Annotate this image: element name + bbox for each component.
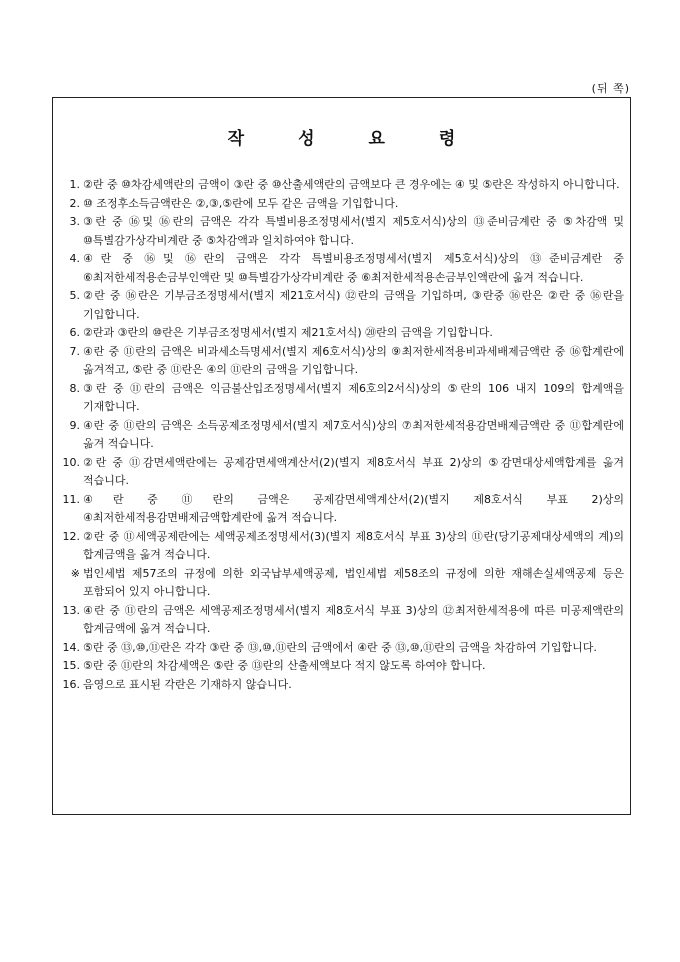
instruction-item [62,602,624,639]
item-number: 4. [69,252,80,265]
instruction-item [62,491,624,528]
item-text: ④란 중 ⑪란의 금액은 비과세소득명세서(별지 제6호서식)상의 ⑨최저한세적용비과세배제금액란 중 ⑯합계란에 옮겨적고, ⑤란 중 ⑪란은 ④의 ⑪란의 금액을 기입합니다. [83,344,624,376]
item-number: 12. [62,529,80,543]
item-text: ②란과 ③란의 ⑩란은 기부금조정명세서(별지 제21호서식) ⑳란의 금액을 기입합니다. [83,326,493,339]
note-text: 법인세법 제57조의 규정에 의한 외국납부세액공제, 법인세법 제58조의 규정에 의한 재해손실세액공제 등은 포함되어 있지 아니합니다. [83,566,624,598]
item-number: 11. [62,492,80,506]
instruction-item [62,176,624,195]
item-number: 5. [69,289,80,302]
instruction-item [62,639,624,658]
section-title: 작성요령 [227,129,510,149]
item-number: 2. [69,196,80,210]
item-text: ⑤란 중 ⑪란의 차감세액은 ⑤란 중 ⑬란의 산출세액보다 적지 않도록 하여야 합니다. [83,659,486,672]
item-text: ②란 중 ⑯란은 기부금조정명세서(별지 제21호서식) ⑫란의 금액을 기입하며, ③란중 ⑯란은 ②란 중 ⑯란을 기입합니다. [83,289,624,321]
item-text: ④란 중 ⑪란의 금액은 소득공제조정명세서(별지 제7호서식)상의 ⑦최저한세적용감면배제금액란 중 ⑪합계란에 옮겨 적습니다. [83,418,624,450]
item-number: 16. [62,677,80,691]
item-number: 15. [62,659,80,672]
instruction-item [62,417,624,454]
item-text: ④란 중 ⑪란의 금액은 세액공제조정명세서(별지 제8호서식 부표 3)상의 ⑫최저한세적용에 따른 미공제액란의 합계금액에 옮겨 적습니다. [83,603,624,635]
item-number: 13. [62,603,80,617]
item-number: 9. [69,418,80,432]
note-mark: ※ [70,566,80,580]
item-text: ③란 중 ⑪란의 금액은 익금불산입조정명세서(별지 제6호의2서식)상의 ⑤란의 106 내지 109의 합계액을 기재합니다. [83,381,624,413]
instruction-item [62,454,624,491]
instruction-item [62,287,624,324]
instruction-item [62,324,624,343]
item-text: ④란 중 ⑯및 ⑯란의 금액은 각각 특별비용조정명세서(별지 제5호서식)상의 ⑬준비금계란 중 ⑥최저한세적용손금부인액란 및 ⑩특별감가상각비계란 중 ⑥최저한세적용손금부인액란에 옮겨 적습니다. [83,252,624,284]
item-text: ⑩ 조정후소득금액란은 ②,③,⑤란에 모두 같은 금액을 기입합니다. [83,196,399,210]
item-text: ⑤란 중 ⑬,⑩,⑪란은 각각 ③란 중 ⑬,⑩,⑪란의 금액에서 ④란 중 ⑬,⑩,⑪란의 금액을 차감하여 기입합니다. [83,640,597,654]
instruction-item [62,380,624,417]
instruction-item [62,195,624,214]
item-text: ②란 중 ⑪감면세액란에는 공제감면세액계산서(2)(별지 제8호서식 부표 2)상의 ⑤감면대상세액합계를 옮겨 적습니다. [83,455,624,487]
instruction-list [62,176,624,694]
instruction-item [62,213,624,250]
item-number: 14. [62,640,80,654]
instruction-item [62,676,624,695]
item-text: 음영으로 표시된 각란은 기재하지 않습니다. [83,677,292,691]
instruction-item [62,250,624,287]
item-number: 7. [69,344,80,358]
item-number: 8. [69,381,80,395]
item-text: ②란 중 ⑩차감세액란의 금액이 ③란 중 ⑩산출세액란의 금액보다 큰 경우에는 ④ 및 ⑤란은 작성하지 아니합니다. [83,178,620,191]
page-side-note: (뒤 쪽) [591,82,630,95]
item-text: ③란 중 ⑯및 ⑯란의 금액은 각각 특별비용조정명세서(별지 제5호서식)상의 ⑬준비금계란 중 ⑤차감액 및 ⑩특별감가상각비계란 중 ⑤차감액과 일치하여야 합니다. [83,215,624,247]
instruction-item [62,657,624,676]
item-number: 1. [69,178,80,191]
item-number: 10. [62,455,80,469]
instruction-item [62,343,624,380]
item-number: 3. [69,215,80,228]
item-text: ②란 중 ⑪세액공제란에는 세액공제조정명세서(3)(별지 제8호서식 부표 3)상의 ⑪란(당기공제대상세액의 계)의 합계금액을 옮겨 적습니다. [83,529,624,561]
item-text: ④란 중 ⑪란의 금액은 공제감면세액계산서(2)(별지 제8호서식 부표 2)상의 ④최저한세적용감면배제금액합계란에 옮겨 적습니다. [83,492,624,524]
instruction-item [62,528,624,565]
item-number: 6. [69,326,80,339]
instruction-note [62,565,624,602]
